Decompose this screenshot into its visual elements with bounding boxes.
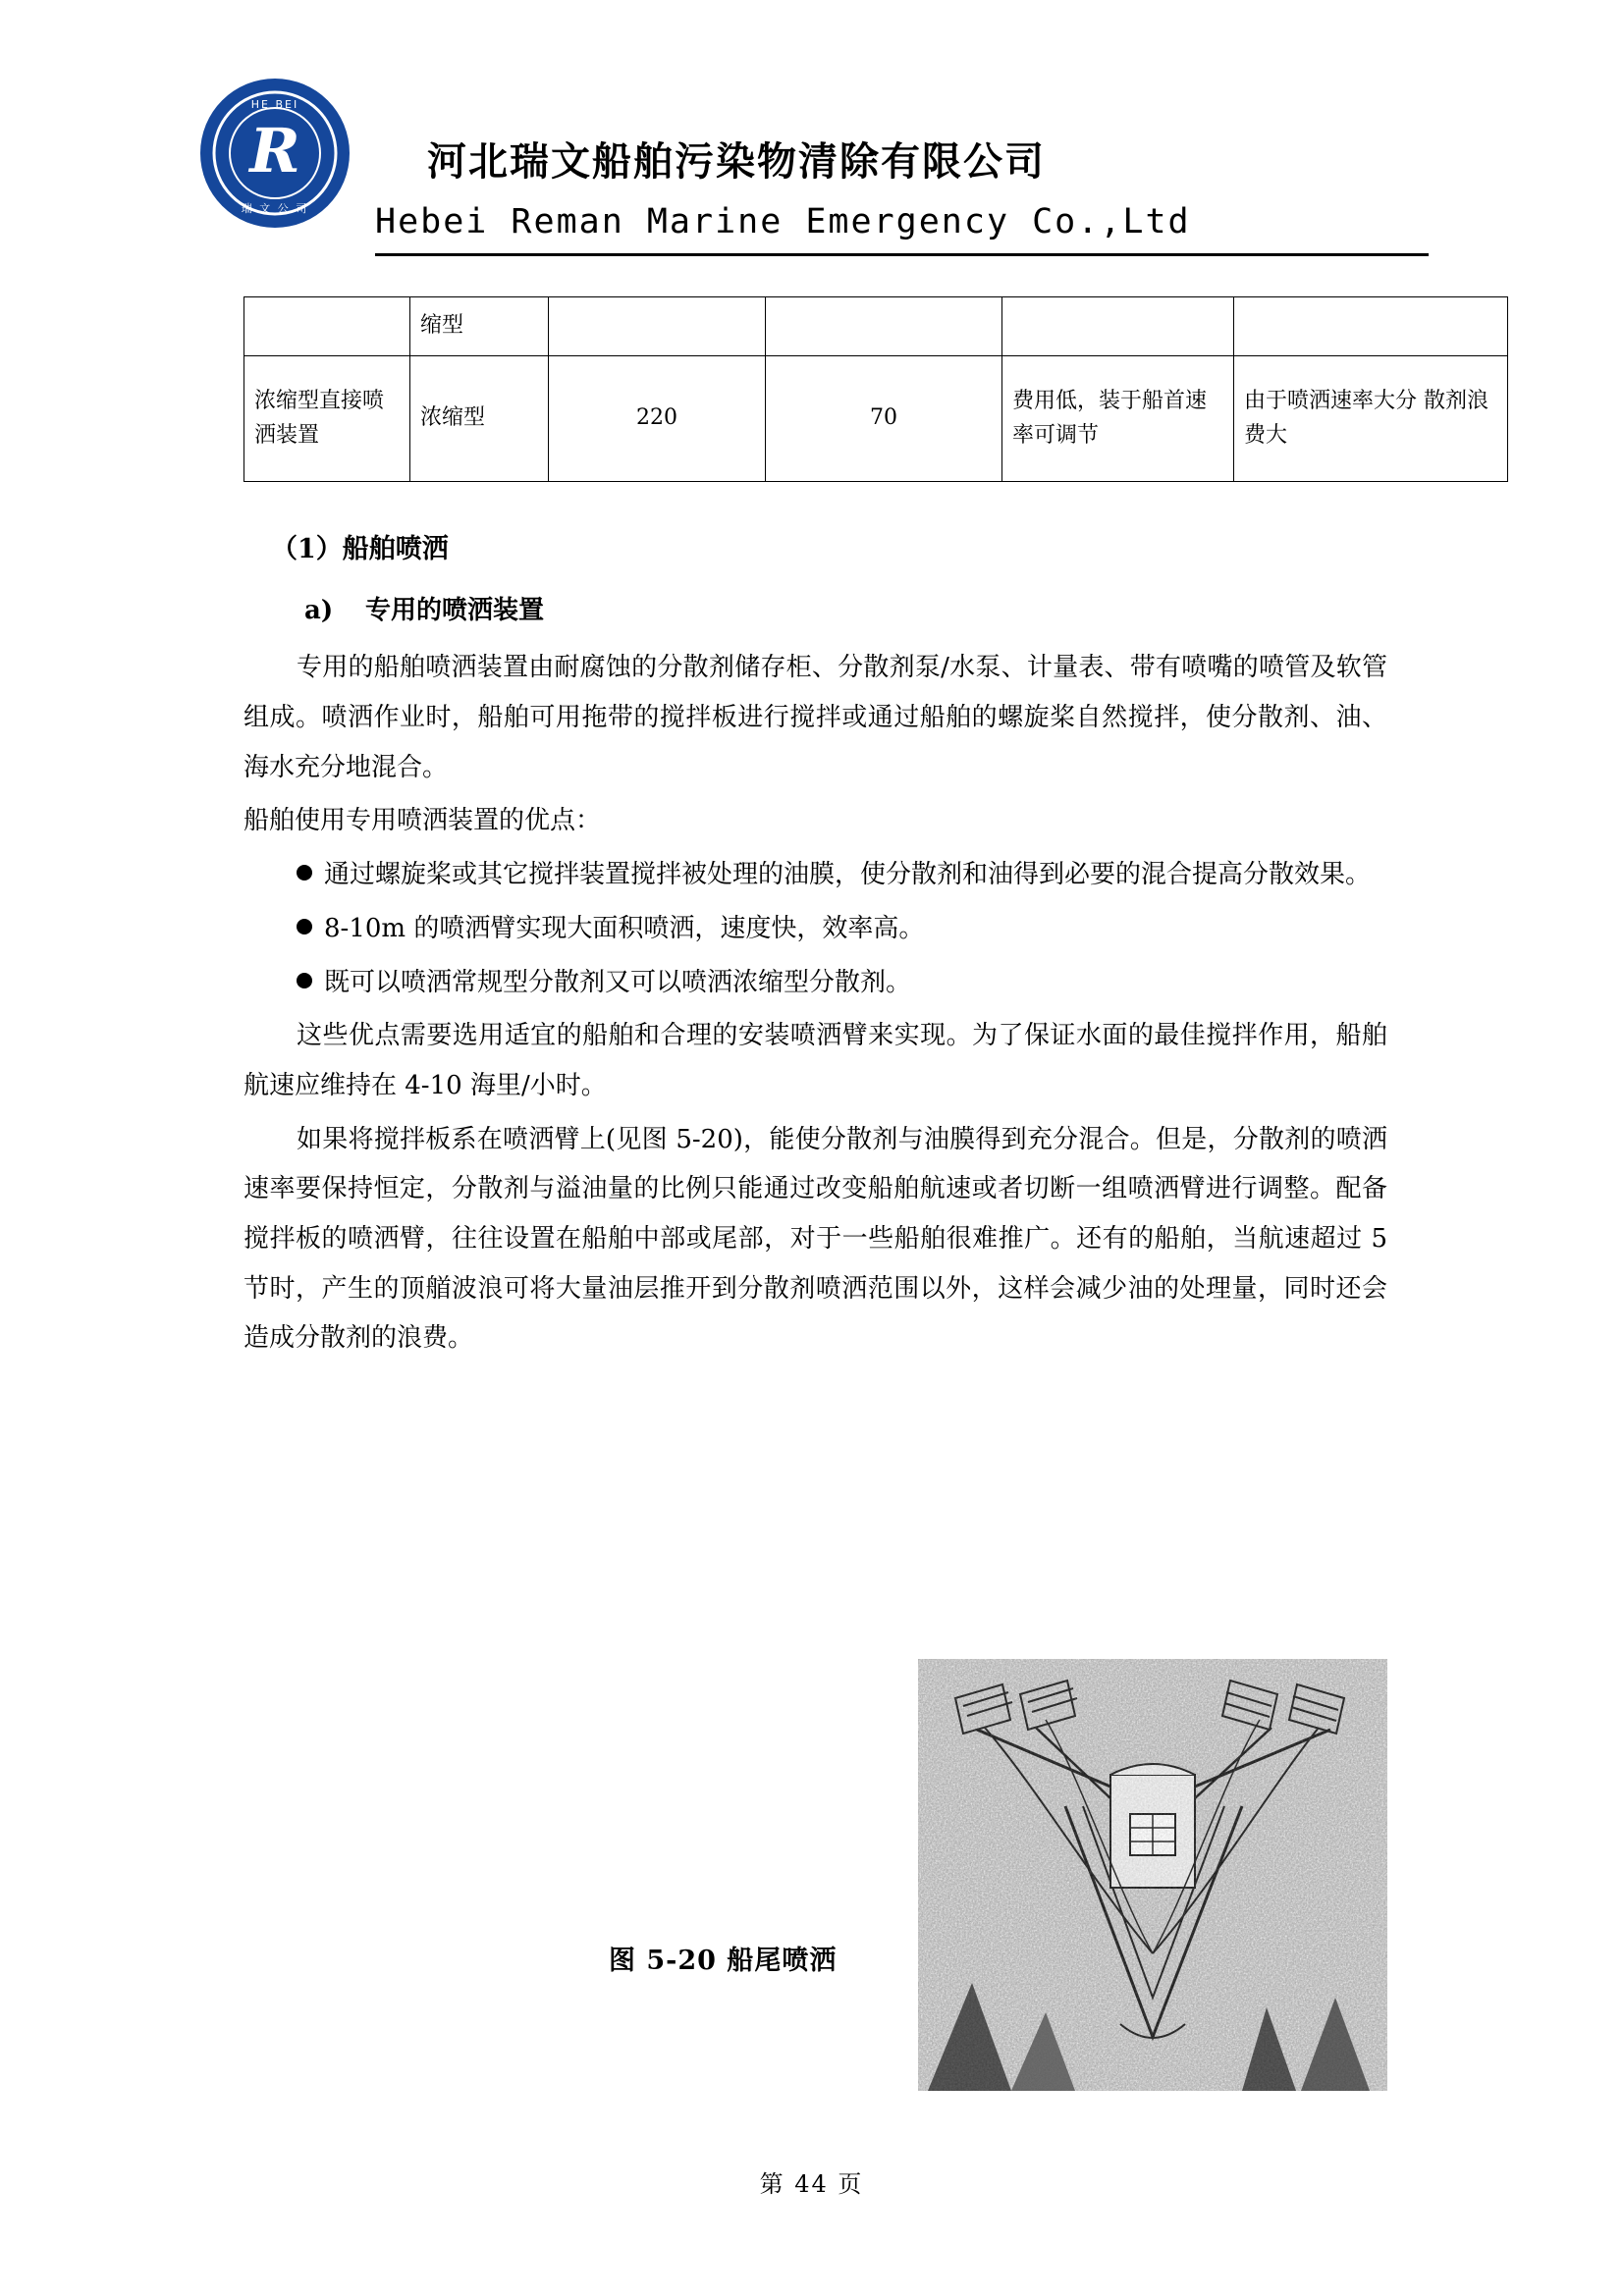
cell-r1c1: [244, 297, 410, 356]
bullet-dot-icon: [297, 919, 312, 934]
paragraph-4: 如果将搅拌板系在喷洒臂上(见图 5-20)，能使分散剂与油膜得到充分混合。但是，分散剂的喷洒速率要保持恒定，分散剂与溢油量的比例只能通过改变船舶航速或者切断一组喷洒臂进行调整。配备搅拌板的喷洒臂，往往设置在船舶中部或尾部，对于一些船舶很难推广。还有的船舶，当航速超过 5 节时，产生的顶艏波浪可将大量油层推开到分散剂喷洒范围以外，这样会减少油的处理量，同时还会造成分散剂的浪费。: [243, 1124, 1387, 1354]
header-divider: [375, 253, 1429, 256]
company-logo: [196, 75, 353, 232]
page-header: [196, 57, 1429, 283]
cell-r1c3: [549, 297, 766, 356]
bullet-item-2-text: 8-10m 的喷洒臂实现大面积喷洒，速度快，效率高。: [324, 913, 925, 943]
heading-1: （1）船舶喷洒: [271, 534, 449, 564]
svg-text:HE BEI: HE BEI: [250, 98, 299, 111]
cell-r2c6: 由于喷洒速率大分 散剂浪费大: [1234, 356, 1508, 482]
cell-r1c6: [1234, 297, 1508, 356]
page-number: 第 44 页: [759, 2170, 864, 2198]
paragraph-1: 专用的船舶喷洒装置由耐腐蚀的分散剂储存柜、分散剂泵/水泵、计量表、带有喷嘴的喷管及软管组成。喷洒作业时，船舶可用拖带的搅拌板进行搅拌或通过船舶的螺旋桨自然搅拌，使分散剂、油、海水充分地混合。: [243, 653, 1387, 782]
bullet-item-1-text: 通过螺旋桨或其它搅拌装置搅拌被处理的油膜，使分散剂和油得到必要的混合提高分散效果。: [324, 860, 1372, 890]
figure-stern-spraying: [918, 1659, 1387, 2091]
cell-r1c4: [766, 297, 1002, 356]
svg-text:R: R: [249, 115, 300, 187]
document-body: [243, 520, 1387, 1367]
bullet-dot-icon: [297, 973, 312, 988]
paragraph-3: 这些优点需要选用适宜的船舶和合理的安装喷洒臂来实现。为了保证水面的最佳搅拌作用，船舶航速应维持在 4-10 海里/小时。: [243, 1021, 1387, 1100]
paragraph-2: 船舶使用专用喷洒装置的优点：: [243, 806, 602, 836]
dispersant-device-table: [243, 296, 1508, 482]
bullet-item-3-text: 既可以喷洒常规型分散剂又可以喷洒浓缩型分散剂。: [324, 967, 912, 997]
company-name-cn: 河北瑞文船舶污染物清除有限公司: [427, 138, 1046, 185]
figure-caption: 图 5-20 船尾喷洒: [609, 1946, 838, 1976]
bullet-item-3: [243, 958, 1387, 1008]
cell-r2c2: 浓缩型: [410, 356, 549, 482]
cell-r2c4: 70: [766, 356, 1002, 482]
cell-r2c3: 220: [549, 356, 766, 482]
bullet-item-2: [243, 904, 1387, 954]
page-footer: [0, 2164, 1623, 2199]
bullet-dot-icon: [297, 865, 312, 881]
cell-r1c2: 缩型: [410, 297, 549, 356]
table-row: [244, 297, 1508, 356]
heading-sub-a: [304, 588, 1387, 634]
bullet-item-1: [243, 850, 1387, 900]
cell-r2c1: 浓缩型直接喷洒装置: [244, 356, 410, 482]
cell-r1c5: [1002, 297, 1234, 356]
heading-sub-a-label: a): [304, 595, 334, 625]
table-row: [244, 356, 1508, 482]
company-name-en: Hebei Reman Marine Emergency Co.,Ltd: [375, 202, 1191, 241]
heading-sub-a-text: 专用的喷洒装置: [365, 595, 545, 625]
svg-text:瑞 文 公 司: 瑞 文 公 司: [241, 202, 309, 215]
cell-r2c5: 费用低，装于船首速率可调节: [1002, 356, 1234, 482]
